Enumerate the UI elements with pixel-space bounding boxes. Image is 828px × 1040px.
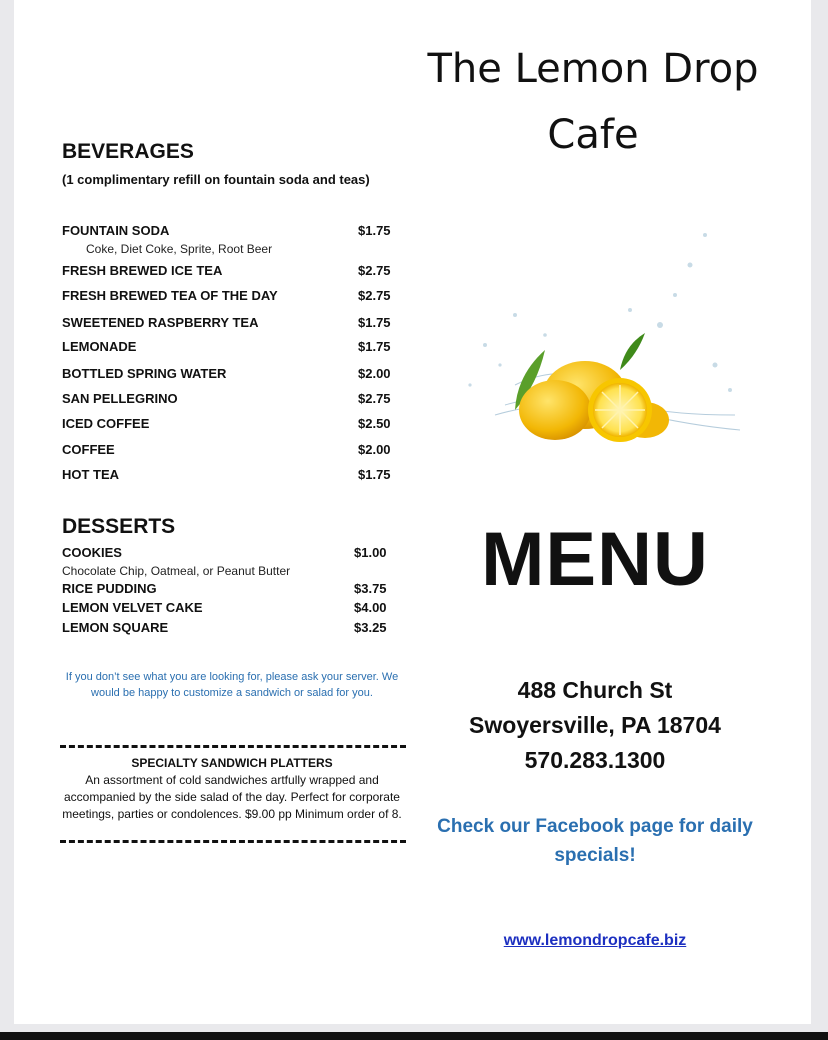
- refill-note: (1 complimentary refill on fountain soda and teas): [62, 172, 370, 187]
- menu-item-price: $2.75: [358, 391, 391, 406]
- menu-item-price: $1.00: [354, 545, 387, 560]
- menu-item-name: BOTTLED SPRING WATER: [62, 366, 227, 381]
- menu-item-name: SWEETENED RASPBERRY TEA: [62, 315, 259, 330]
- facebook-note: Check our Facebook page for daily specials!: [437, 816, 753, 866]
- menu-item-name: ICED COFFEE: [62, 416, 150, 431]
- menu-item-name: COOKIES: [62, 545, 122, 560]
- menu-item-price: $1.75: [358, 223, 391, 238]
- menu-item-price: $2.50: [358, 416, 391, 431]
- platters-title: SPECIALTY SANDWICH PLATTERS: [131, 756, 333, 770]
- menu-item-name: LEMON VELVET CAKE: [62, 600, 203, 615]
- menu-item-price: $1.75: [358, 467, 391, 482]
- platters-section: [62, 754, 402, 823]
- menu-item-price: $2.00: [358, 442, 391, 457]
- menu-item-price: $1.75: [358, 339, 391, 354]
- menu-item-description: Coke, Diet Coke, Sprite, Root Beer: [86, 242, 273, 256]
- menu-heading: MENU: [481, 517, 709, 602]
- platters-description: An assortment of cold sandwiches artfully wrapped and accompanied by the side salad of the day. Perfect for corporate meetings, parties or condolences. $9.00 pp Minimum order of 8.: [62, 773, 402, 821]
- beverages-title: BEVERAGES: [62, 140, 194, 163]
- leaf: [620, 333, 645, 370]
- customize-note: If you don’t see what you are looking for, please ask your server. We would be happy to customize a sandwich or salad for you.: [65, 671, 399, 699]
- address-block: [430, 673, 760, 778]
- menu-item-name: RICE PUDDING: [62, 581, 157, 596]
- menu-item-name: HOT TEA: [62, 467, 120, 482]
- menu-item-price: $3.25: [354, 620, 387, 635]
- dashed-divider-top: [60, 745, 406, 748]
- menu-item-price: $2.75: [358, 263, 391, 278]
- menu-item-name: FRESH BREWED TEA OF THE DAY: [62, 288, 278, 303]
- dashed-divider-bottom: [60, 840, 406, 843]
- menu-item-price: $2.75: [358, 288, 391, 303]
- bottom-bar: [0, 1032, 828, 1040]
- menu-item-name: FRESH BREWED ICE TEA: [62, 263, 223, 278]
- menu-item-description: Chocolate Chip, Oatmeal, or Peanut Butter: [62, 564, 291, 578]
- cafe-name: The Lemon Drop Cafe: [427, 46, 759, 158]
- city-state-zip: Swoyersville, PA 18704: [469, 712, 721, 738]
- menu-item-name: FOUNTAIN SODA: [62, 223, 170, 238]
- menu-item-price: $2.00: [358, 366, 391, 381]
- lemon-splash-image: [455, 215, 755, 465]
- menu-item-price: $3.75: [354, 581, 387, 596]
- menu-item-price: $4.00: [354, 600, 387, 615]
- menu-item-name: SAN PELLEGRINO: [62, 391, 178, 406]
- street-address: 488 Church St: [517, 677, 673, 703]
- desserts-title: DESSERTS: [62, 515, 176, 538]
- phone-number: 570.283.1300: [524, 747, 666, 773]
- menu-item-price: $1.75: [358, 315, 391, 330]
- menu-item-name: LEMON SQUARE: [62, 620, 169, 635]
- menu-item-name: LEMONADE: [62, 339, 137, 354]
- menu-item-name: COFFEE: [62, 442, 115, 457]
- website-link[interactable]: www.lemondropcafe.biz: [503, 932, 687, 949]
